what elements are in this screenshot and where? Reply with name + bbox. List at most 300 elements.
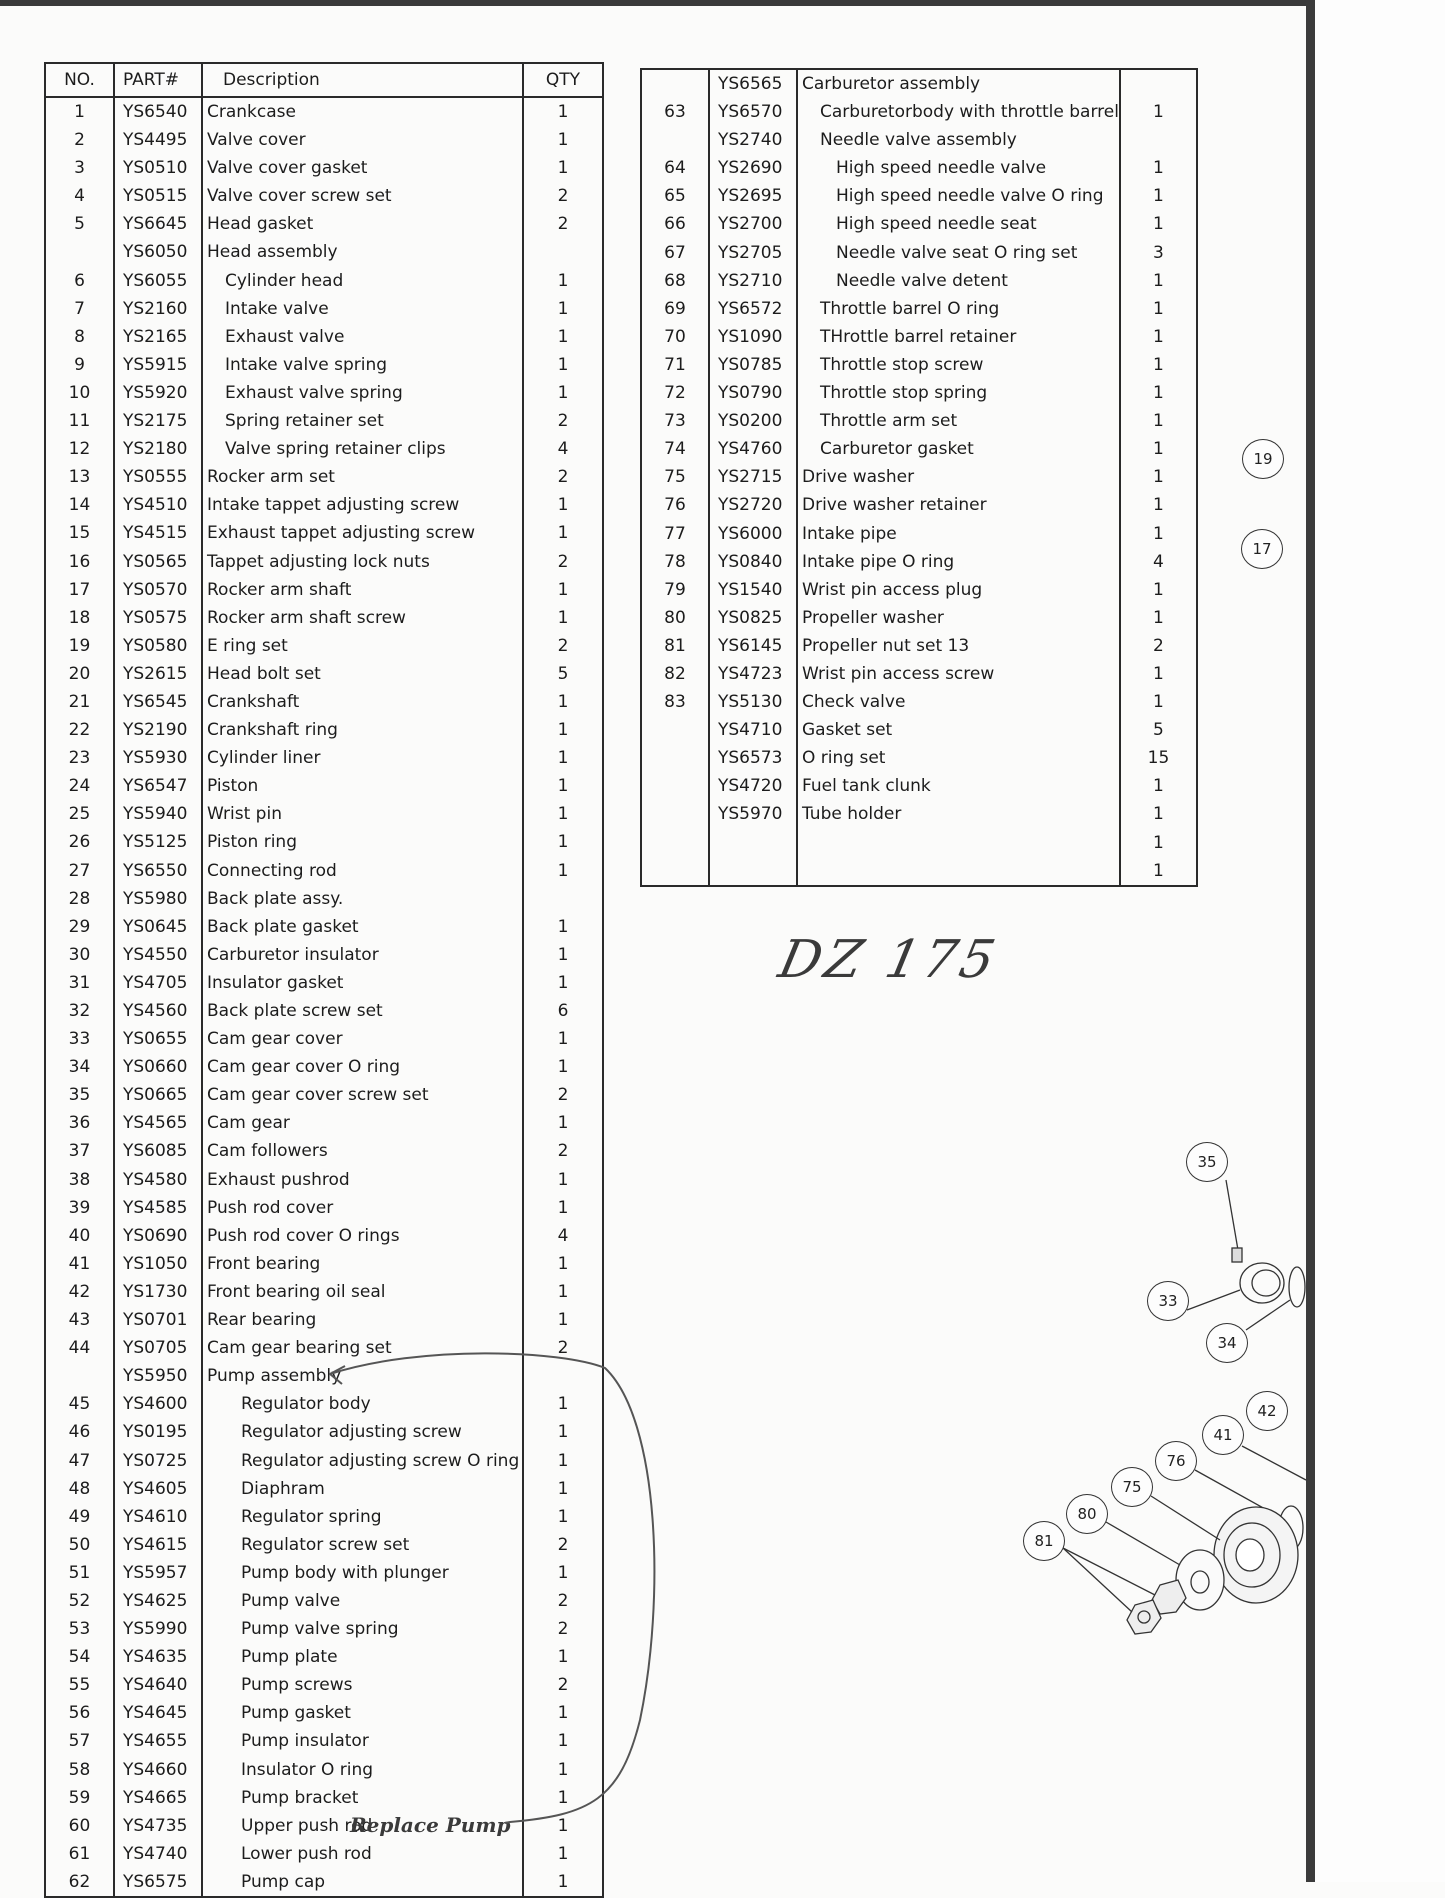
- part-code: YS5970: [709, 800, 797, 828]
- part-number-index: 5: [45, 210, 114, 238]
- part-quantity: 2: [557, 214, 569, 235]
- table-row: [45, 1447, 603, 1475]
- part-quantity: 1: [557, 1787, 569, 1808]
- part-number-index: 50: [45, 1531, 114, 1559]
- part-description: Valve cover gasket: [202, 154, 523, 182]
- part-quantity: 2: [557, 186, 569, 207]
- part-quantity: 1: [557, 607, 569, 628]
- part-quantity: 1: [1153, 692, 1164, 713]
- part-code: YS0725: [114, 1447, 202, 1475]
- part-quantity: 1: [557, 158, 569, 179]
- part-code: YS2710: [709, 267, 797, 295]
- table-row: [45, 126, 603, 154]
- part-number-index: 18: [45, 604, 114, 632]
- part-description: Fuel tank clunk: [797, 772, 1120, 800]
- part-number-index: 47: [45, 1447, 114, 1475]
- part-code: YS0555: [114, 463, 202, 491]
- part-description: Exhaust pushrod: [202, 1166, 523, 1194]
- part-number-index: 74: [641, 435, 709, 463]
- part-code: YS0515: [114, 182, 202, 210]
- table-row: [45, 1250, 603, 1278]
- part-description: Connecting rod: [202, 857, 523, 885]
- part-quantity: 1: [557, 495, 569, 516]
- part-number-index: 14: [45, 491, 114, 519]
- part-quantity: 1: [557, 720, 569, 741]
- part-description: Intake pipe: [797, 520, 1120, 548]
- part-description: Regulator spring: [202, 1503, 523, 1531]
- table-row: [45, 435, 603, 463]
- part-description: High speed needle valve O ring: [797, 182, 1120, 210]
- table-row: [641, 688, 1197, 716]
- table-row: [45, 828, 603, 856]
- part-description: Cam followers: [202, 1137, 523, 1165]
- part-code: YS4565: [114, 1109, 202, 1137]
- part-number-index: 20: [45, 660, 114, 688]
- table-row: [641, 69, 1197, 98]
- part-description: Pump body with plunger: [202, 1559, 523, 1587]
- part-quantity: 1: [557, 326, 569, 347]
- part-code: YS0690: [114, 1222, 202, 1250]
- table-row: [641, 98, 1197, 126]
- part-code: YS4615: [114, 1531, 202, 1559]
- part-quantity: 1: [557, 1197, 569, 1218]
- part-number-index: 42: [45, 1278, 114, 1306]
- part-number-index: 46: [45, 1418, 114, 1446]
- part-number-index: 62: [45, 1868, 114, 1897]
- part-description: [797, 857, 1120, 886]
- diagram-callout: 17: [1241, 529, 1283, 569]
- part-number-index: 16: [45, 548, 114, 576]
- scan-margin: [1315, 0, 1445, 1882]
- part-code: YS4610: [114, 1503, 202, 1531]
- part-description: Head bolt set: [202, 660, 523, 688]
- header-description: Description: [202, 63, 523, 97]
- part-number-index: 66: [641, 210, 709, 238]
- part-quantity: 2: [557, 1338, 569, 1359]
- table-row: [641, 154, 1197, 182]
- header-no: NO.: [45, 63, 114, 97]
- part-description: High speed needle valve: [797, 154, 1120, 182]
- part-description: Propeller washer: [797, 604, 1120, 632]
- part-code: YS5957: [114, 1559, 202, 1587]
- part-quantity: [1120, 69, 1197, 98]
- table-row: [641, 632, 1197, 660]
- table-row: [45, 1559, 603, 1587]
- part-number-index: 81: [641, 632, 709, 660]
- part-code: YS0790: [709, 379, 797, 407]
- table-row: [45, 1615, 603, 1643]
- part-number-index: [641, 800, 709, 828]
- part-code: YS0645: [114, 913, 202, 941]
- part-code: YS0825: [709, 604, 797, 632]
- part-quantity: 1: [557, 1759, 569, 1780]
- table-row: [641, 744, 1197, 772]
- part-code: YS4585: [114, 1194, 202, 1222]
- part-number-index: [641, 716, 709, 744]
- part-quantity: 1: [557, 944, 569, 965]
- part-number-index: 17: [45, 576, 114, 604]
- part-quantity: 2: [557, 1534, 569, 1555]
- part-quantity: 1: [557, 916, 569, 937]
- part-code: YS2690: [709, 154, 797, 182]
- part-code: YS4640: [114, 1671, 202, 1699]
- part-code: YS5940: [114, 800, 202, 828]
- table-row: [641, 604, 1197, 632]
- part-description: Cam gear cover screw set: [202, 1081, 523, 1109]
- part-quantity: 1: [557, 579, 569, 600]
- table-row: [641, 295, 1197, 323]
- table-row: [45, 1306, 603, 1334]
- part-code: YS0660: [114, 1053, 202, 1081]
- table-row: [45, 997, 603, 1025]
- part-code: YS4720: [709, 772, 797, 800]
- table-row: [45, 857, 603, 885]
- part-code: YS5980: [114, 885, 202, 913]
- part-quantity: 1: [1153, 804, 1164, 825]
- table-row: [45, 716, 603, 744]
- table-row: [45, 379, 603, 407]
- right-table-body: [641, 69, 1197, 886]
- part-code: YS2700: [709, 210, 797, 238]
- part-number-index: 31: [45, 969, 114, 997]
- part-number-index: 68: [641, 267, 709, 295]
- part-code: YS0575: [114, 604, 202, 632]
- part-number-index: 70: [641, 323, 709, 351]
- table-row: [45, 660, 603, 688]
- table-row: [641, 800, 1197, 828]
- part-number-index: 56: [45, 1699, 114, 1727]
- part-quantity: 2: [557, 551, 569, 572]
- part-description: Cam gear: [202, 1109, 523, 1137]
- table-row: [45, 1137, 603, 1165]
- part-quantity: 1: [557, 130, 569, 151]
- table-row: [45, 519, 603, 547]
- part-quantity: 1: [1153, 663, 1164, 684]
- part-code: YS4625: [114, 1587, 202, 1615]
- part-quantity: 1: [557, 860, 569, 881]
- part-number-index: 8: [45, 323, 114, 351]
- table-row: [641, 267, 1197, 295]
- part-description: Crankshaft: [202, 688, 523, 716]
- part-code: YS4495: [114, 126, 202, 154]
- part-description: Throttle barrel O ring: [797, 295, 1120, 323]
- part-code: YS0701: [114, 1306, 202, 1334]
- part-code: YS4635: [114, 1643, 202, 1671]
- part-description: Exhaust tappet adjusting screw: [202, 519, 523, 547]
- table-row: [45, 238, 603, 266]
- table-row: [45, 969, 603, 997]
- table-row: [45, 548, 603, 576]
- header-qty: QTY: [523, 63, 603, 97]
- table-row: [641, 716, 1197, 744]
- part-number-index: 77: [641, 520, 709, 548]
- part-description: Head assembly: [202, 238, 523, 266]
- part-code: YS0580: [114, 632, 202, 660]
- part-code: YS4705: [114, 969, 202, 997]
- part-code: YS2720: [709, 491, 797, 519]
- part-number-index: 30: [45, 941, 114, 969]
- table-row: [45, 1053, 603, 1081]
- table-row: [45, 1390, 603, 1418]
- part-quantity: 2: [557, 1619, 569, 1640]
- part-code: YS4710: [709, 716, 797, 744]
- part-description: High speed needle seat: [797, 210, 1120, 238]
- part-description: Pump plate: [202, 1643, 523, 1671]
- part-number-index: 45: [45, 1390, 114, 1418]
- table-row: [45, 1643, 603, 1671]
- part-quantity: 1: [557, 354, 569, 375]
- part-code: YS0655: [114, 1025, 202, 1053]
- part-quantity: 2: [557, 467, 569, 488]
- part-number-index: 10: [45, 379, 114, 407]
- part-quantity: 1: [557, 270, 569, 291]
- part-code: YS0785: [709, 351, 797, 379]
- part-code: YS2695: [709, 182, 797, 210]
- part-quantity: 2: [557, 635, 569, 656]
- scan-top-edge: [0, 0, 1320, 6]
- part-code: YS6570: [709, 98, 797, 126]
- table-row: [641, 435, 1197, 463]
- part-description: Regulator screw set: [202, 1531, 523, 1559]
- part-description: Intake pipe O ring: [797, 548, 1120, 576]
- part-description: Crankcase: [202, 97, 523, 126]
- part-quantity: 1: [557, 1113, 569, 1134]
- table-row: [45, 800, 603, 828]
- part-description: [797, 829, 1120, 857]
- table-row: [45, 1699, 603, 1727]
- part-description: Carburetor gasket: [797, 435, 1120, 463]
- diagram-callout: 80: [1066, 1494, 1108, 1534]
- part-quantity: 1: [1153, 186, 1164, 207]
- part-quantity: 1: [1153, 298, 1164, 319]
- part-description: Tube holder: [797, 800, 1120, 828]
- table-row: [45, 772, 603, 800]
- part-quantity: [523, 238, 603, 266]
- part-code: YS2165: [114, 323, 202, 351]
- part-quantity: 15: [1147, 748, 1170, 769]
- table-header-row: [45, 63, 603, 97]
- part-description: Regulator body: [202, 1390, 523, 1418]
- part-quantity: 1: [557, 832, 569, 853]
- part-code: YS4515: [114, 519, 202, 547]
- table-row: [45, 576, 603, 604]
- table-row: [45, 744, 603, 772]
- part-number-index: 54: [45, 1643, 114, 1671]
- part-code: YS4760: [709, 435, 797, 463]
- table-row: [45, 1418, 603, 1446]
- part-quantity: 3: [1153, 242, 1164, 263]
- table-row: [641, 772, 1197, 800]
- part-description: Gasket set: [797, 716, 1120, 744]
- table-row: [641, 126, 1197, 154]
- part-quantity: 1: [557, 1169, 569, 1190]
- part-number-index: 79: [641, 576, 709, 604]
- table-row: [45, 1587, 603, 1615]
- part-quantity: 6: [557, 1001, 569, 1021]
- part-description: Cam gear cover: [202, 1025, 523, 1053]
- table-row: [45, 1362, 603, 1390]
- part-code: YS0665: [114, 1081, 202, 1109]
- part-code: YS0565: [114, 548, 202, 576]
- part-code: YS6000: [709, 520, 797, 548]
- part-description: Rear bearing: [202, 1306, 523, 1334]
- part-description: Front bearing: [202, 1250, 523, 1278]
- part-code: YS4560: [114, 997, 202, 1025]
- part-description: Wrist pin access screw: [797, 660, 1120, 688]
- part-number-index: [641, 772, 709, 800]
- part-description: Push rod cover O rings: [202, 1222, 523, 1250]
- part-quantity: 1: [1153, 607, 1164, 628]
- part-description: Valve cover screw set: [202, 182, 523, 210]
- part-quantity: 1: [557, 1731, 569, 1752]
- part-code: YS0200: [709, 407, 797, 435]
- part-quantity: 1: [1153, 411, 1164, 432]
- table-row: [45, 1278, 603, 1306]
- part-description: Crankshaft ring: [202, 716, 523, 744]
- part-quantity: 1: [1153, 860, 1164, 881]
- part-code: YS4645: [114, 1699, 202, 1727]
- part-number-index: [45, 238, 114, 266]
- part-description: Valve cover: [202, 126, 523, 154]
- part-code: YS5950: [114, 1362, 202, 1390]
- table-row: [45, 1840, 603, 1868]
- part-quantity: 1: [1153, 832, 1164, 853]
- part-quantity: 1: [557, 1057, 569, 1078]
- table-row: [45, 463, 603, 491]
- part-number-index: 78: [641, 548, 709, 576]
- part-number-index: 21: [45, 688, 114, 716]
- part-quantity: [523, 885, 603, 913]
- part-quantity: 1: [1153, 776, 1164, 797]
- part-number-index: 25: [45, 800, 114, 828]
- part-number-index: 39: [45, 1194, 114, 1222]
- part-quantity: 1: [557, 1310, 569, 1331]
- part-code: YS4740: [114, 1840, 202, 1868]
- part-code: YS0705: [114, 1334, 202, 1362]
- part-code: YS6550: [114, 857, 202, 885]
- part-quantity: 1: [557, 776, 569, 797]
- table-row: [45, 1503, 603, 1531]
- table-row: [45, 351, 603, 379]
- part-number-index: 11: [45, 407, 114, 435]
- part-description: Throttle stop screw: [797, 351, 1120, 379]
- part-number-index: 82: [641, 660, 709, 688]
- part-number-index: 53: [45, 1615, 114, 1643]
- part-description: Cam gear bearing set: [202, 1334, 523, 1362]
- part-quantity: 1: [557, 804, 569, 825]
- part-code: YS2175: [114, 407, 202, 435]
- part-code: YS0570: [114, 576, 202, 604]
- part-code: [709, 857, 797, 886]
- part-number-index: 73: [641, 407, 709, 435]
- part-description: Pump insulator: [202, 1727, 523, 1755]
- table-row: [45, 885, 603, 913]
- part-code: YS4723: [709, 660, 797, 688]
- part-quantity: 1: [557, 298, 569, 319]
- part-description: Needle valve detent: [797, 267, 1120, 295]
- part-number-index: 72: [641, 379, 709, 407]
- part-number-index: 28: [45, 885, 114, 913]
- table-row: [45, 1531, 603, 1559]
- table-row: [45, 1475, 603, 1503]
- table-row: [45, 1334, 603, 1362]
- part-description: Tappet adjusting lock nuts: [202, 548, 523, 576]
- table-row: [641, 351, 1197, 379]
- table-row: [45, 1166, 603, 1194]
- table-row: [641, 548, 1197, 576]
- part-number-index: 76: [641, 491, 709, 519]
- part-description: Intake valve: [202, 295, 523, 323]
- part-number-index: [641, 69, 709, 98]
- part-quantity: 1: [1153, 439, 1164, 460]
- part-quantity: 1: [557, 1815, 569, 1836]
- part-description: Pump valve spring: [202, 1615, 523, 1643]
- part-number-index: 7: [45, 295, 114, 323]
- part-quantity: 5: [1153, 720, 1164, 741]
- table-row: [45, 210, 603, 238]
- part-number-index: 43: [45, 1306, 114, 1334]
- part-quantity: 1: [1153, 102, 1164, 123]
- part-description: Wrist pin access plug: [797, 576, 1120, 604]
- part-number-index: 80: [641, 604, 709, 632]
- part-number-index: 44: [45, 1334, 114, 1362]
- part-description: Push rod cover: [202, 1194, 523, 1222]
- part-description: Throttle arm set: [797, 407, 1120, 435]
- part-code: [709, 829, 797, 857]
- part-number-index: 61: [45, 1840, 114, 1868]
- part-number-index: 19: [45, 632, 114, 660]
- part-number-index: 55: [45, 1671, 114, 1699]
- table-row: [45, 1784, 603, 1812]
- part-description: Diaphram: [202, 1475, 523, 1503]
- part-quantity: 1: [1153, 383, 1164, 404]
- diagram-callout: 76: [1155, 1441, 1197, 1481]
- part-description: Throttle stop spring: [797, 379, 1120, 407]
- part-quantity: 1: [1153, 270, 1164, 291]
- part-quantity: 1: [557, 1506, 569, 1527]
- part-number-index: 58: [45, 1756, 114, 1784]
- part-number-index: [641, 126, 709, 154]
- part-number-index: 27: [45, 857, 114, 885]
- part-quantity: 1: [557, 1394, 569, 1415]
- part-number-index: 37: [45, 1137, 114, 1165]
- part-number-index: 36: [45, 1109, 114, 1137]
- table-row: [45, 1194, 603, 1222]
- part-description: Rocker arm set: [202, 463, 523, 491]
- part-code: YS5930: [114, 744, 202, 772]
- part-quantity: 1: [557, 748, 569, 769]
- part-description: Intake valve spring: [202, 351, 523, 379]
- part-description: Piston ring: [202, 828, 523, 856]
- part-description: Exhaust valve spring: [202, 379, 523, 407]
- part-quantity: 1: [557, 382, 569, 403]
- part-number-index: [45, 1362, 114, 1390]
- table-row: [641, 210, 1197, 238]
- part-number-index: 24: [45, 772, 114, 800]
- part-description: Insulator gasket: [202, 969, 523, 997]
- part-code: YS4735: [114, 1812, 202, 1840]
- part-quantity: 1: [1153, 579, 1164, 600]
- part-number-index: [641, 829, 709, 857]
- part-quantity: 1: [1153, 495, 1164, 516]
- table-row: [45, 267, 603, 295]
- part-code: YS2715: [709, 463, 797, 491]
- part-quantity: 2: [557, 1675, 569, 1696]
- part-code: YS5990: [114, 1615, 202, 1643]
- part-description: Pump cap: [202, 1868, 523, 1897]
- diagram-callout: 81: [1023, 1521, 1065, 1561]
- scan-right-edge: [1306, 0, 1315, 1882]
